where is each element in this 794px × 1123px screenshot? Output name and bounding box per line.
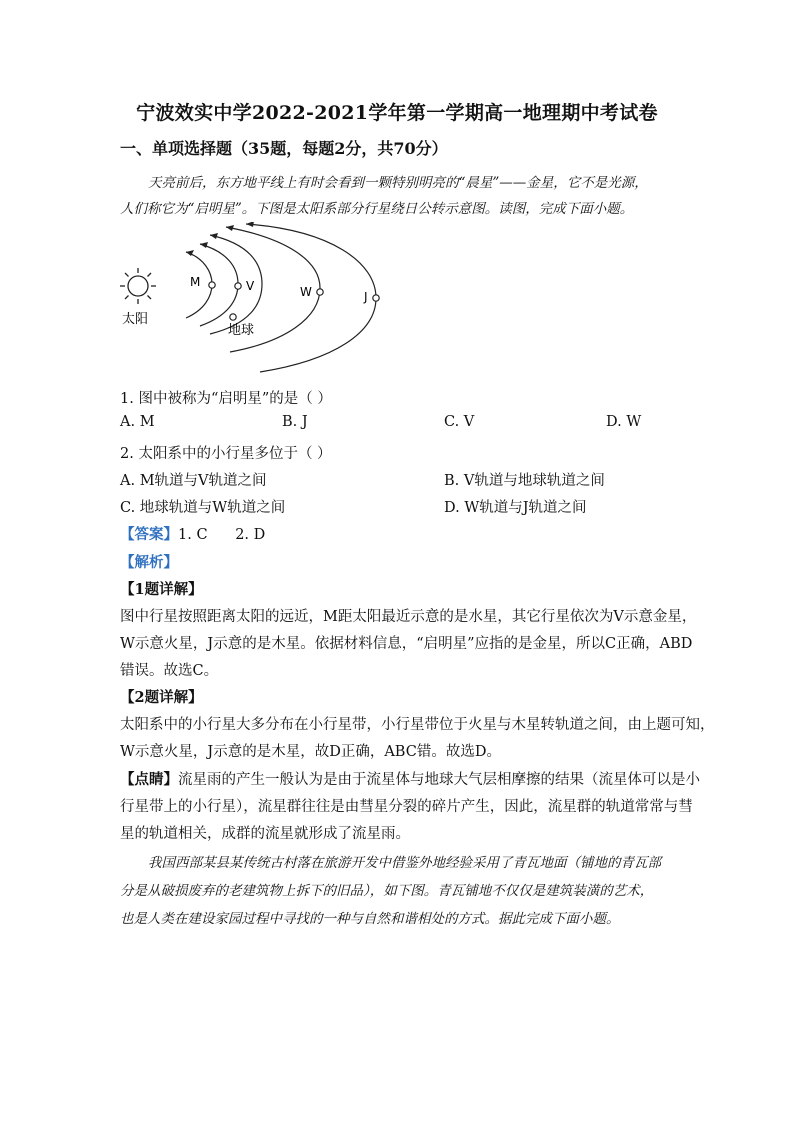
point-text: 流星雨的产生一般认为是由于流星体与地球大气层相摩擦的结果（流星体可以是小 bbox=[178, 772, 700, 788]
orbit-diagram bbox=[110, 222, 400, 382]
question-2-option-a: A. M轨道与V轨道之间 bbox=[120, 473, 267, 489]
point-line bbox=[120, 768, 700, 789]
planet-v-marker bbox=[235, 283, 241, 289]
intro-2-line: 我国西部某县某传统古村落在旅游开发中借鉴外地经验采用了青瓦地面（铺地的青瓦部 bbox=[148, 855, 661, 871]
point-line: 星的轨道相关，成群的流星就形成了流星雨。 bbox=[120, 826, 410, 842]
question-1-option-a: A. M bbox=[120, 414, 155, 430]
planet-m-label: M bbox=[190, 275, 201, 289]
detail-1-line: 图中行星按照距离太阳的远近，M距太阳最近示意的是水星，其它行星依次为V示意金星， bbox=[120, 609, 697, 625]
sun-icon bbox=[120, 268, 156, 304]
point-tag: 【点睛】 bbox=[120, 771, 178, 788]
planet-m-marker bbox=[209, 282, 215, 288]
question-2-stem: 2. 太阳系中的小行星多位于（ ） bbox=[120, 446, 332, 462]
question-2-option-d: D. W轨道与J轨道之间 bbox=[444, 500, 587, 516]
detail-2-tag: 【2题详解】 bbox=[120, 689, 203, 706]
answer-text: 1. C 2. D bbox=[178, 527, 266, 543]
question-1-option-b: B. J bbox=[282, 414, 308, 430]
detail-1-tag: 【1题详解】 bbox=[120, 581, 203, 598]
planet-w-label: W bbox=[300, 285, 312, 299]
question-1-stem: 1. 图中被称为“启明星”的是（ ） bbox=[120, 391, 332, 407]
planet-w-marker bbox=[317, 289, 323, 295]
question-1-option-d: D. W bbox=[606, 414, 642, 430]
orbit-arrowheads bbox=[186, 222, 254, 256]
planet-earth-marker bbox=[230, 314, 236, 320]
planet-j-label: J bbox=[364, 290, 368, 304]
intro-2-line: 也是人类在建设家园过程中寻找的一种与自然和谐相处的方式。据此完成下面小题。 bbox=[120, 911, 620, 927]
intro-paragraph-line: 人们称它为“启明星”。下图是太阳系部分行星绕日公转示意图。读图，完成下面小题。 bbox=[120, 201, 634, 217]
question-2-option-c: C. 地球轨道与W轨道之间 bbox=[120, 500, 286, 516]
detail-2-line: W示意火星，J示意的是木星，故D正确，ABC错。故选D。 bbox=[120, 744, 501, 760]
page-title: 宁波效实中学2022-2021学年第一学期高一地理期中考试卷 bbox=[136, 102, 658, 124]
point-line: 行星带上的小行星），流星群往往是由彗星分裂的碎片产生，因此，流星群的轨道常常与彗 bbox=[120, 799, 693, 815]
detail-2-line: 太阳系中的小行星大多分布在小行星带，小行星带位于火星与木星转轨道之间，由上题可知， bbox=[120, 717, 715, 733]
analysis-tag: 【解析】 bbox=[120, 554, 178, 571]
planet-v-label: V bbox=[246, 279, 255, 293]
planet-j-marker bbox=[373, 295, 379, 301]
section-heading: 一、单项选择题（35题，每题2分，共70分） bbox=[120, 139, 448, 158]
answer-tag: 【答案】 bbox=[120, 526, 178, 543]
answer-line bbox=[120, 523, 265, 544]
question-2-option-b: B. V轨道与地球轨道之间 bbox=[444, 473, 605, 489]
question-1-option-c: C. V bbox=[444, 414, 475, 430]
detail-1-line: 错误。故选C。 bbox=[120, 663, 219, 679]
intro-2-line: 分是从破损废弃的老建筑物上拆下的旧品），如下图。青瓦铺地不仅仅是建筑装潢的艺术， bbox=[120, 883, 654, 899]
planet-earth-label: 地球 bbox=[228, 323, 255, 338]
detail-1-line: W示意火星，J示意的是木星。依据材料信息，“启明星”应指的是金星，所以C正确，ABD bbox=[120, 636, 693, 652]
intro-paragraph-line: 天亮前后，东方地平线上有时会看到一颗特别明亮的“晨星”——金星，它不是光源， bbox=[148, 175, 648, 191]
sun-label: 太阳 bbox=[122, 312, 149, 327]
